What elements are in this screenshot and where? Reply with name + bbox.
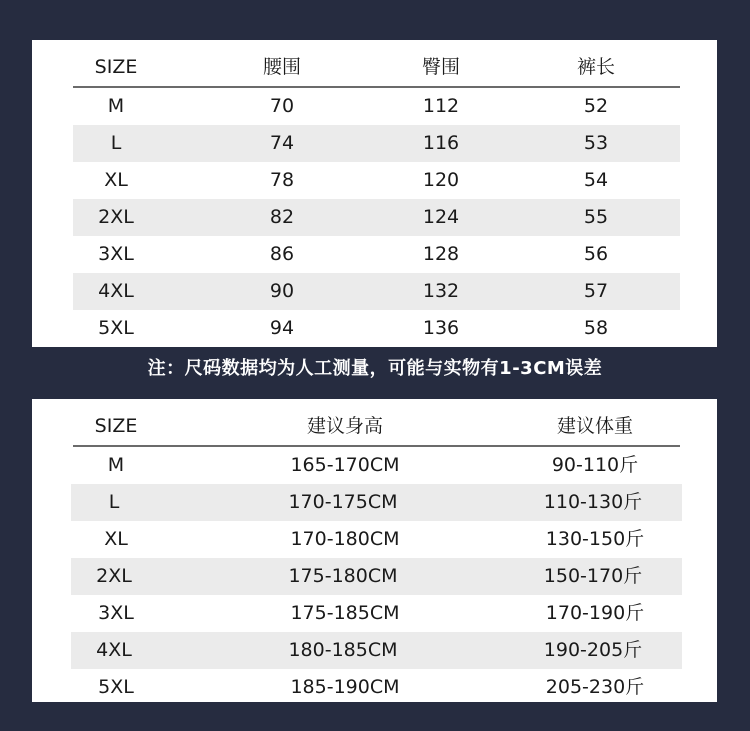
header-hip: 臀围 [421,56,460,78]
cell-height: 180-185CM [288,639,398,661]
cell-waist: 86 [269,243,295,265]
cell-weight: 110-130斤 [543,491,643,513]
cell-size: XL [104,169,128,191]
table-row [73,521,680,558]
cell-waist: 94 [269,317,295,339]
size-measurements-table [73,40,680,347]
cell-size: 2XL [96,565,132,587]
cell-size: 4XL [96,639,132,661]
cell-pants-length: 54 [583,169,609,191]
cell-hip: 116 [422,132,460,154]
table-row [73,273,680,310]
table-row [73,88,680,125]
table-header-row [73,399,680,447]
cell-height: 170-175CM [288,491,398,513]
table-row [73,125,680,162]
cell-weight: 170-190斤 [545,602,645,624]
cell-height: 175-180CM [288,565,398,587]
cell-size: 3XL [98,243,134,265]
header-recommended-weight: 建议体重 [556,415,633,437]
cell-weight: 190-205斤 [543,639,643,661]
measurement-note: 注：尺码数据均为人工测量，可能与实物有1-3CM误差 [147,358,603,379]
size-recommendation-panel [32,399,717,702]
cell-waist: 82 [269,206,295,228]
table-row [73,162,680,199]
table-row [71,632,682,669]
cell-pants-length: 52 [583,95,609,117]
cell-hip: 124 [422,206,460,228]
cell-waist: 90 [269,280,295,302]
cell-hip: 136 [422,317,460,339]
table-header-row [73,40,680,88]
cell-height: 170-180CM [290,528,400,550]
cell-size: 5XL [98,317,134,339]
cell-size: L [108,491,120,513]
table-row [73,199,680,236]
table-row [73,669,680,706]
table-row [73,447,680,484]
table-row [73,236,680,273]
cell-size: XL [104,528,128,550]
size-recommendation-table [73,399,680,706]
cell-hip: 132 [422,280,460,302]
cell-size: 4XL [98,280,134,302]
table-row [71,484,682,521]
cell-weight: 90-110斤 [551,454,639,476]
cell-hip: 112 [422,95,460,117]
cell-weight: 130-150斤 [545,528,645,550]
cell-height: 185-190CM [290,676,400,698]
cell-waist: 70 [269,95,295,117]
cell-size: 5XL [98,676,134,698]
cell-size: M [107,454,125,476]
cell-pants-length: 58 [583,317,609,339]
size-measurements-panel [32,40,717,347]
header-pants-length: 裤长 [576,56,615,78]
cell-waist: 78 [269,169,295,191]
cell-pants-length: 56 [583,243,609,265]
header-recommended-height: 建议身高 [306,415,383,437]
header-waist: 腰围 [262,56,301,78]
cell-size: L [110,132,122,154]
table-row [73,310,680,347]
cell-weight: 150-170斤 [543,565,643,587]
header-size: SIZE [94,415,138,437]
cell-size: 3XL [98,602,134,624]
table-row [71,558,682,595]
cell-weight: 205-230斤 [545,676,645,698]
cell-size: 2XL [98,206,134,228]
cell-height: 165-170CM [290,454,400,476]
header-size: SIZE [94,56,138,78]
cell-pants-length: 57 [583,280,609,302]
cell-pants-length: 53 [583,132,609,154]
table-row [73,595,680,632]
cell-hip: 120 [422,169,460,191]
cell-size: M [107,95,125,117]
cell-waist: 74 [269,132,295,154]
cell-pants-length: 55 [583,206,609,228]
cell-height: 175-185CM [290,602,400,624]
cell-hip: 128 [422,243,460,265]
